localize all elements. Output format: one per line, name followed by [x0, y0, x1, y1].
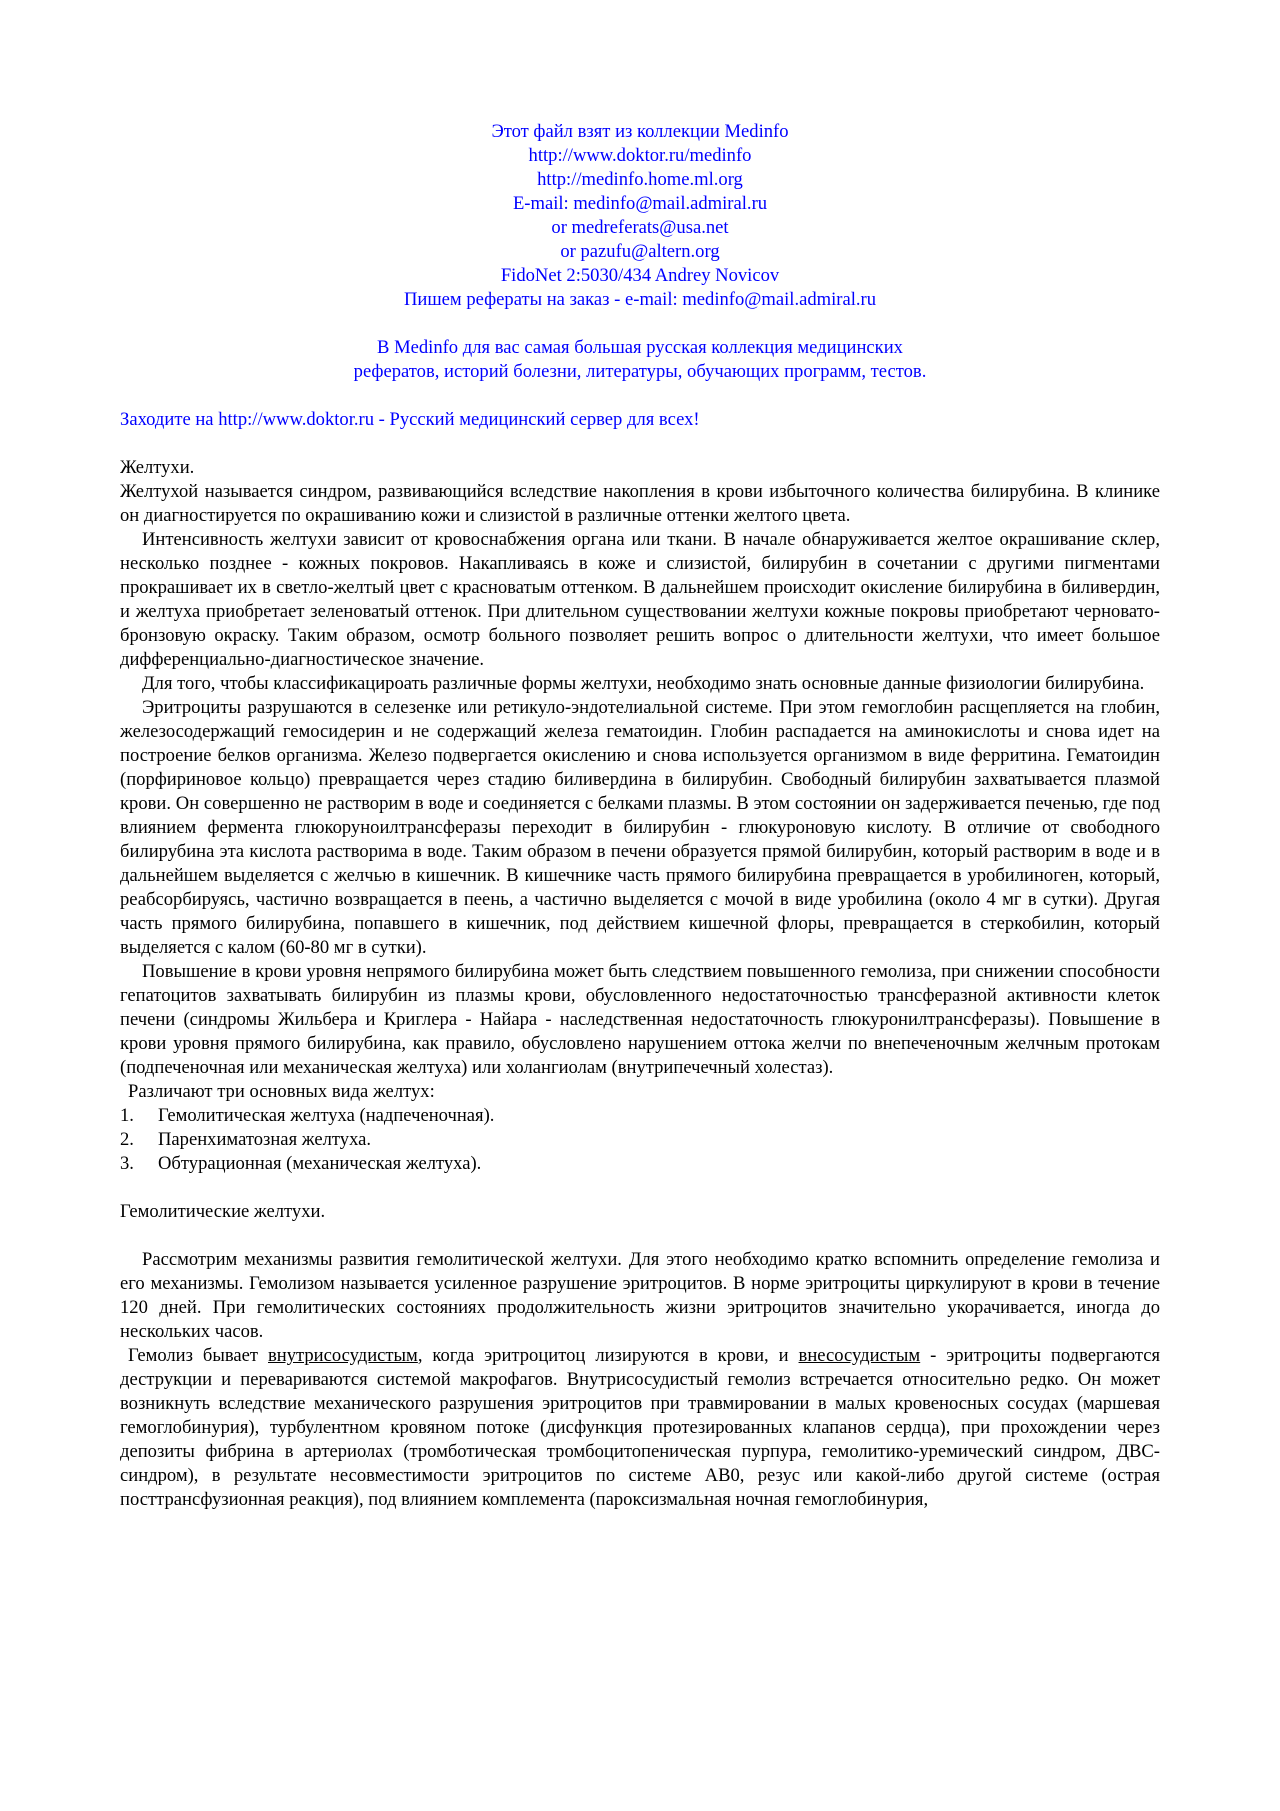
text-run: Гемолиз бывает: [128, 1345, 268, 1366]
spacer: [120, 1224, 1160, 1248]
visit-line[interactable]: Заходите на http://www.doktor.ru - Русский медицинский сервер для всех!: [120, 409, 700, 430]
underlined-term: внесосудистым: [798, 1345, 921, 1366]
header-order: Пишем рефераты на заказ - e-mail: medinfo@mail.admiral.ru: [403, 289, 877, 310]
document-page: [120, 120, 1160, 1512]
header-fidonet: FidoNet 2:5030/434 Andrey Novicov: [500, 265, 780, 286]
underlined-term: внутрисосудистым: [268, 1345, 418, 1366]
list-number: 1.: [120, 1105, 134, 1126]
list-item: [120, 1104, 1160, 1128]
list-number: 2.: [120, 1129, 134, 1150]
list-item: [120, 1152, 1160, 1176]
list-item: [120, 1128, 1160, 1152]
text-run: - эритроциты подвергаются деструкции и перевариваются системой макрофагов. Внутрисосудистый гемолиз встречается относительно редко. Он может возникнуть вследствие механического разрушения эритроцитов при травмировании в малых кровеносных сосудах (маршевая гемоглобинурия), турбулентном кровяном потоке (дисфункция протезированных клапанов сердца), при прохождении через депозиты фибрина в артериолах (тромботическая тромбоцитопеническая пурпура, гемолитико-уремический синдром, ДВС-синдром), в результате несовместимости эритроцитов по системе АВ0, резус или какой-либо другой системе (острая посттрансфузионная реакция), под влиянием комплемента (пароксизмальная ночная гемоглобинурия,: [120, 1345, 1160, 1510]
types-intro: Различают три основных вида желтух:: [128, 1081, 435, 1102]
paragraph: Желтухой называется синдром, развивающийся вследствие накопления в крови избыточного количества билирубина. В клинике он диагностируется по окрашиванию кожи и слизистой в различные оттенки желтого цвета.: [120, 481, 1160, 526]
spacer: [120, 1176, 1160, 1200]
paragraph: [120, 1344, 1160, 1512]
paragraph: Эритроциты разрушаются в селезенке или ретикуло-эндотелиальной системе. При этом гемоглобин расщепляется на глобин, железосодержащий гемосидерин и не содержащий железа гематоидин. Глобин распадается на аминокислоты и снова идет на построение белков организма. Железо подвергается окислению и снова используется организмом в виде ферритина. Гематоидин (порфириновое кольцо) превращается через стадию биливердина в билирубин. Свободный билирубин захватывается плазмой крови. Он совершенно не растворим в воде и соединяется с белками плазмы. В этом состоянии он задерживается печенью, где под влиянием фермента глюкоруноилтрансферазы переходит в билирубин - глюкуроновую кислоту. В отличие от свободного билирубина эта кислота растворима в воде. Таким образом в печени образуется прямой билирубин, который растворим в воде и в дальнейшем выделяется с желчью в кишечник. В кишечнике часть прямого билирубина превращается в уробилиноген, который, реабсорбируясь, частично возвращается в пеень, а частично выделяется с мочой в виде уробилина (около 4 мг в сутки). Другая часть прямого билирубина, попавшего в кишечник, под действием кишечной флоры, превращается в стеркобилин, который выделяется с калом (60-80 мг в сутки).: [120, 697, 1160, 958]
text-run: , когда эритроцитоц лизируются в крови, и: [417, 1345, 799, 1366]
spacer: [120, 432, 1160, 456]
paragraph: Для того, чтобы классификацироать различные формы желтухи, необходимо знать основные данные физиологии билирубина.: [142, 673, 1145, 694]
header-email[interactable]: or pazufu@altern.org: [560, 241, 720, 262]
list-text: Обтурационная (механическая желтуха).: [158, 1153, 482, 1174]
jaundice-types-list: [120, 1104, 1160, 1176]
header-link[interactable]: http://medinfo.home.ml.org: [537, 169, 743, 190]
section-title: Гемолитические желтухи.: [120, 1201, 326, 1222]
promo-line: рефератов, историй болезни, литературы, обучающих программ, тестов.: [353, 361, 927, 382]
list-text: Гемолитическая желтуха (надпеченочная).: [158, 1105, 495, 1126]
header-email[interactable]: or medreferats@usa.net: [551, 217, 729, 238]
header-line: Этот файл взят из коллекции Medinfo: [491, 121, 789, 142]
paragraph: Рассмотрим механизмы развития гемолитической желтухи. Для этого необходимо кратко вспомнить определение гемолиза и его механизмы. Гемолизом называется усиленное разрушение эритроцитов. В норме эритроциты циркулируют в крови в течение 120 дней. При гемолитических состояниях продолжительность жизни эритроцитов значительно укорачивается, иногда до нескольких часов.: [120, 1249, 1160, 1342]
header-email[interactable]: E-mail: medinfo@mail.admiral.ru: [512, 193, 768, 214]
promo-line: В Medinfo для вас самая большая русская коллекция медицинских: [377, 337, 903, 358]
paragraph: Повышение в крови уровня непрямого билирубина может быть следствием повышенного гемолиза, при снижении способности гепатоцитов захватывать билирубин из плазмы крови, обусловленного недостаточностью трансферазной активности клеток печени (синдромы Жильбера и Криглера - Найара - наследственная недостаточность глюкуронилтрансферазы). Повышение в крови уровня прямого билирубина, как правило, обусловлено нарушением оттока желчи по внепеченочным желчным протокам (подпеченочная или механическая желтуха) или холангиолам (внутрипечечный холестаз).: [120, 961, 1160, 1078]
spacer: [120, 312, 1160, 336]
source-header: [120, 120, 1160, 408]
list-number: 3.: [120, 1153, 134, 1174]
spacer: [120, 384, 1160, 408]
paragraph: Интенсивность желтухи зависит от кровоснабжения органа или ткани. В начале обнаруживается желтое окрашивание склер, несколько позднее - кожных покровов. Накапливаясь в коже и слизистой, билирубин в сочетании с другими пигментами прокрашивает их в светло-желтый цвет с красноватым оттенком. В дальнейшем происходит окисление билирубина в биливердин, и желтуха приобретает зеленоватый оттенок. При длительном существовании желтухи кожные покровы приобретают черновато-бронзовую окраску. Таким образом, осмотр больного позволяет решить вопрос о длительности желтухи, что имеет большое дифференциально-диагностическое значение.: [120, 529, 1160, 670]
article-title: Желтухи.: [120, 457, 195, 478]
list-text: Паренхиматозная желтуха.: [158, 1129, 372, 1150]
header-link[interactable]: http://www.doktor.ru/medinfo: [528, 145, 752, 166]
